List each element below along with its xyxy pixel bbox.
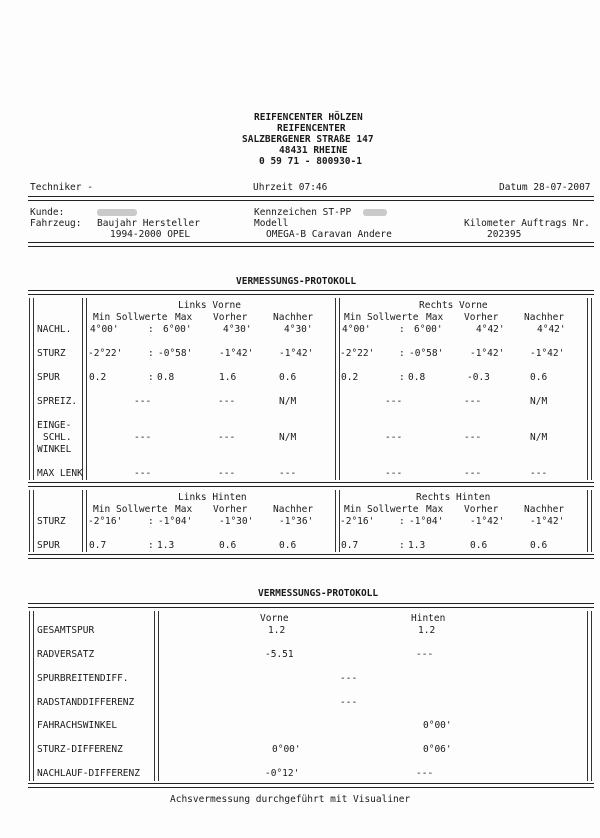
row-label: MAX LENK: [37, 468, 83, 479]
cell: :: [148, 348, 154, 359]
cell: 0.2: [341, 372, 359, 383]
cell: ---: [134, 396, 152, 407]
table-border: [587, 298, 592, 480]
cell: ---: [340, 697, 358, 708]
header-line-4: 48431 RHEINE: [279, 145, 348, 156]
cell: :: [148, 540, 154, 551]
col-header-max: Max: [175, 312, 193, 323]
cell: 0°06': [423, 744, 452, 755]
table-border: [29, 298, 34, 480]
cell: -1°42': [530, 516, 565, 527]
cell: :: [148, 372, 154, 383]
row-label: FAHRACHSWINKEL: [37, 720, 118, 731]
cell: ---: [385, 468, 403, 479]
cell: 4°00': [90, 324, 119, 335]
cell: 6°00': [163, 324, 192, 335]
cell: ---: [218, 432, 236, 443]
cell: :: [148, 324, 154, 335]
cell: ---: [134, 468, 152, 479]
col-header-vorher: Vorher: [213, 504, 248, 515]
row-label: RADSTANDDIFFERENZ: [37, 697, 135, 708]
divider: [28, 242, 594, 247]
modell-label: Modell: [254, 218, 289, 229]
cell: -1°36': [279, 516, 314, 527]
table-border: [29, 611, 34, 781]
front-right-title: Rechts Vorne: [419, 300, 488, 311]
divider: [28, 196, 594, 201]
cell: N/M: [530, 432, 548, 443]
cell: -5.51: [265, 649, 294, 660]
divider: [28, 783, 594, 788]
cell: 0.6: [219, 540, 237, 551]
baujahr-value: 1994-2000 OPEL: [110, 229, 191, 240]
cell: -0°58': [158, 348, 193, 359]
cell: ---: [340, 673, 358, 684]
divider: [28, 603, 594, 608]
cell: -0°58': [409, 348, 444, 359]
cell: N/M: [279, 432, 297, 443]
cell: -2°22': [88, 348, 123, 359]
front-left-title: Links Vorne: [178, 300, 241, 311]
cell: N/M: [279, 396, 297, 407]
col-header-min: Min: [344, 504, 362, 515]
cell: ---: [218, 468, 236, 479]
cell: :: [399, 324, 405, 335]
km-value: 202395: [487, 229, 522, 240]
table-border: [587, 611, 592, 781]
cell: 1.2: [268, 625, 286, 636]
cell: 0°00': [423, 720, 452, 731]
cell: -1°30': [219, 516, 254, 527]
cell: 1.3: [157, 540, 175, 551]
rear-right-title: Rechts Hinten: [416, 492, 491, 503]
cell: -2°22': [340, 348, 375, 359]
cell: ---: [385, 432, 403, 443]
cell: 0.6: [279, 372, 297, 383]
cell: 0.6: [530, 372, 548, 383]
header-line-5: 0 59 71 - 800930-1: [259, 156, 362, 167]
baujahr-label: Baujahr Hersteller: [97, 218, 200, 229]
footer-note: Achsvermessung durchgeführt mit Visualiner: [170, 794, 411, 805]
cell: 4°00': [342, 324, 371, 335]
row-label: SCHL.: [43, 432, 72, 443]
cell: 4°42': [537, 324, 566, 335]
techniker-label: Techniker -: [30, 182, 93, 193]
cell: -0.3: [467, 372, 490, 383]
col-header-nachher: Nachher: [524, 504, 565, 515]
cell: :: [399, 372, 405, 383]
cell: -2°16': [340, 516, 375, 527]
cell: 4°42': [476, 324, 505, 335]
cell: ---: [464, 432, 482, 443]
cell: ---: [416, 649, 434, 660]
row-label: STURZ: [37, 348, 66, 359]
col-header-vorher: Vorher: [464, 312, 499, 323]
cell: 0.2: [89, 372, 107, 383]
cell: 4°30': [284, 324, 313, 335]
col-header-max: Max: [426, 312, 444, 323]
cell: 4°30': [223, 324, 252, 335]
table-border: [587, 490, 592, 552]
row-label: SPUR: [37, 540, 60, 551]
table-border: [154, 611, 159, 781]
cell: 0.8: [408, 372, 426, 383]
cell: :: [148, 516, 154, 527]
row-label: STURZ-DIFFERENZ: [37, 744, 123, 755]
cell: -0°12': [265, 768, 300, 779]
cell: -1°42': [530, 348, 565, 359]
col-header-sollwerte: Sollwerte: [367, 312, 419, 323]
cell: :: [399, 516, 405, 527]
cell: ---: [530, 468, 548, 479]
col-header-sollwerte: Sollwerte: [367, 504, 419, 515]
table-border: [82, 298, 87, 480]
col-header-nachher: Nachher: [273, 504, 314, 515]
cell: :: [399, 540, 405, 551]
cell: -2°16': [88, 516, 123, 527]
cell: :: [399, 348, 405, 359]
cell: -1°42': [219, 348, 254, 359]
col-header-vorher: Vorher: [213, 312, 248, 323]
cell: ---: [134, 432, 152, 443]
cell: ---: [416, 768, 434, 779]
cell: 1.2: [418, 625, 436, 636]
cell: -1°42': [470, 516, 505, 527]
cell: 0.6: [470, 540, 488, 551]
row-label: EINGE-: [37, 420, 72, 431]
cell: ---: [218, 396, 236, 407]
cell: ---: [385, 396, 403, 407]
km-label: Kilometer Auftrags Nr.: [464, 218, 590, 229]
rear-left-title: Links Hinten: [178, 492, 247, 503]
row-label: NACHLAUF-DIFFERENZ: [37, 768, 140, 779]
cell: 1.3: [408, 540, 426, 551]
table-border: [29, 490, 34, 552]
protocol-1-title: VERMESSUNGS-PROTOKOLL: [236, 276, 357, 287]
table-border: [82, 490, 87, 552]
protocol-2-title: VERMESSUNGS-PROTOKOLL: [258, 588, 379, 599]
header-line-3: SALZBERGENER STRAßE 147: [242, 134, 374, 145]
cell: ---: [279, 468, 297, 479]
divider: [28, 482, 594, 487]
col-header-max: Max: [426, 504, 444, 515]
cell: -1°04': [409, 516, 444, 527]
col-header-min: Min: [344, 312, 362, 323]
col-header-vorher: Vorher: [464, 504, 499, 515]
col-header-sollwerte: Sollwerte: [116, 312, 168, 323]
row-label: STURZ: [37, 516, 66, 527]
col-header-nachher: Nachher: [524, 312, 565, 323]
cell: -1°04': [158, 516, 193, 527]
col-header-min: Min: [93, 312, 111, 323]
modell-value: OMEGA-B Caravan Andere: [266, 229, 392, 240]
row-label: SPUR: [37, 372, 60, 383]
cell: 0°00': [272, 744, 301, 755]
kunde-label: Kunde:: [30, 207, 65, 218]
kennzeichen: Kennzeichen ST-PP: [254, 207, 352, 218]
col-header-min: Min: [93, 504, 111, 515]
col-header-nachher: Nachher: [273, 312, 314, 323]
row-label: RADVERSATZ: [37, 649, 95, 660]
header-line-1: REIFENCENTER HÖLZEN: [254, 112, 363, 123]
row-label: WINKEL: [37, 444, 72, 455]
redacted-customer: [97, 209, 137, 216]
col-hinten: Hinten: [411, 613, 446, 624]
divider: [28, 290, 594, 295]
fahrzeug-label: Fahrzeug:: [30, 218, 82, 229]
cell: 0.8: [157, 372, 175, 383]
cell: ---: [464, 468, 482, 479]
table-border: [335, 298, 340, 480]
divider: [28, 554, 594, 559]
col-header-max: Max: [175, 504, 193, 515]
row-label: SPREIZ.: [37, 396, 78, 407]
col-vorne: Vorne: [260, 613, 289, 624]
cell: -1°42': [470, 348, 505, 359]
cell: 1.6: [219, 372, 237, 383]
header-line-2: REIFENCENTER: [277, 123, 346, 134]
redacted-plate: [363, 209, 387, 216]
datum: Datum 28-07-2007: [499, 182, 591, 193]
uhrzeit: Uhrzeit 07:46: [253, 182, 328, 193]
row-label: NACHL.: [37, 324, 72, 335]
cell: N/M: [530, 396, 548, 407]
cell: ---: [464, 396, 482, 407]
cell: -1°42': [279, 348, 314, 359]
col-header-sollwerte: Sollwerte: [116, 504, 168, 515]
row-label: GESAMTSPUR: [37, 625, 95, 636]
cell: 6°00': [414, 324, 443, 335]
cell: 0.7: [89, 540, 107, 551]
cell: 0.6: [530, 540, 548, 551]
cell: 0.6: [279, 540, 297, 551]
cell: 0.7: [341, 540, 359, 551]
row-label: SPURBREITENDIFF.: [37, 673, 129, 684]
